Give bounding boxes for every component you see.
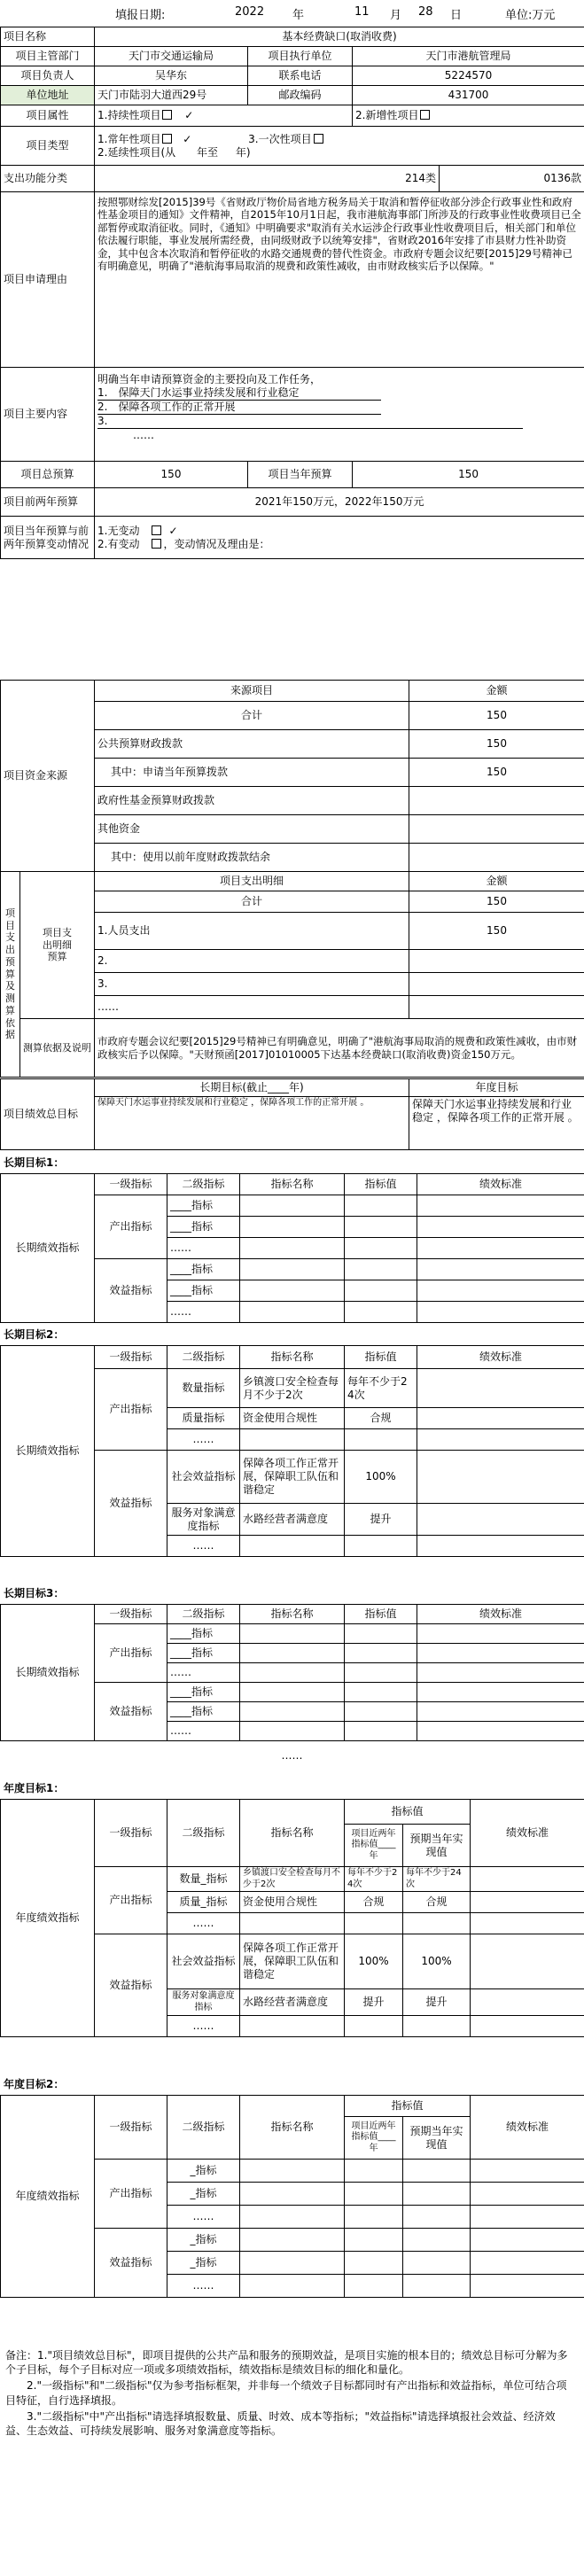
funds-col-source: 来源项目 [95, 681, 409, 702]
year1-name: 资金使用合规性 [240, 1892, 345, 1913]
long2-lvl2: 质量指标 [167, 1408, 240, 1429]
long2-eff: 效益指标 [95, 1451, 167, 1557]
year1-title: 年度目标1： [4, 1782, 65, 1794]
change-opt2-reason: ，变动情况及理由是： [163, 537, 270, 550]
prev2-label: 项目前两年预算 [1, 488, 95, 517]
year1-v1: 合规 [345, 1892, 403, 1913]
long3-sub: ____指标 [167, 1683, 240, 1702]
expense-row-amount [409, 973, 584, 996]
year1-hv1: 项目近两年指标值____年 [345, 1825, 403, 1867]
content-item1: 1. 保障天门水运事业持续发展和行业稳定 [97, 386, 381, 401]
note-2: 2."一级指标"和"二级指标"仅为参考指标框架，并非每一个绩效子目标都同时有产出指标和效益指标，单位可结合项目特征，自行选择填报。 [5, 2379, 567, 2407]
long1-title: 长期目标1： [4, 1156, 65, 1169]
exec-label: 项目执行单位 [248, 47, 353, 66]
year1-hv2: 预期当年实现值 [403, 1825, 471, 1867]
year1-lvl2: 服务对象满意度指标 [167, 1989, 240, 2016]
long1-sub: ____指标 [167, 1217, 240, 1238]
change-opt2: 2.有变动 [97, 537, 140, 550]
current-budget-label: 项目当年预算 [248, 462, 353, 488]
year1-v2: 100% [403, 1934, 471, 1989]
long2-out: 产出指标 [95, 1369, 167, 1451]
owner-value: 吴华东 [95, 66, 248, 86]
year1-lvl2: …… [167, 2016, 240, 2037]
long1-h1: 一级指标 [95, 1174, 167, 1195]
type-opt2: 2.延续性项目(从 [97, 145, 176, 159]
funds-row-name: 合计 [95, 702, 409, 730]
expense-inner-label: 项目支出明细预算 [20, 872, 95, 1019]
exec-value: 天门市港航管理局 [353, 47, 584, 66]
content-more: …… [133, 429, 154, 441]
change-cell [95, 517, 584, 559]
long2-val: 合规 [345, 1408, 417, 1429]
year1-lvl2: 质量_指标 [167, 1892, 240, 1913]
long2-h1: 一级指标 [95, 1346, 167, 1369]
month-unit: 月 [390, 9, 402, 22]
long1-h4: 指标值 [345, 1174, 417, 1195]
long3-more: …… [167, 1663, 240, 1683]
attr-opt2-checkbox[interactable] [420, 110, 430, 120]
long2-lvl2: 社会效益指标 [167, 1451, 240, 1504]
type-opt1-tick: ✓ [183, 132, 192, 145]
expense-row-amount: 150 [409, 891, 584, 913]
long3-h4: 指标值 [345, 1605, 417, 1624]
expense-row-amount: 150 [409, 913, 584, 950]
year2-h5: 绩效标准 [471, 2096, 584, 2160]
funds-row-amount: 150 [409, 730, 584, 759]
long3-h1: 一级指标 [95, 1605, 167, 1624]
long1-more: …… [167, 1302, 240, 1323]
content-item2: 2. 保障各项工作的正常开展 [97, 401, 381, 415]
funds-row-name: 政府性基金预算财政拨款 [95, 787, 409, 815]
date-label: 填报日期: [115, 9, 166, 22]
year1-v2: 每年不少于24次 [403, 1867, 471, 1892]
year1-v1: 提升 [345, 1989, 403, 2016]
long2-lvl2: 数量指标 [167, 1369, 240, 1408]
year1-lvl2: 数量_指标 [167, 1867, 240, 1892]
expense-outer-label: 项目支出预算及测算依据 [1, 872, 20, 1078]
long1-side: 长期绩效指标 [1, 1174, 95, 1323]
year-unit: 年 [292, 9, 305, 22]
attr-opt2: 2.新增性项目 [355, 109, 419, 121]
year2-sub: _指标 [167, 2183, 240, 2206]
unit-label: 单位:万元 [505, 9, 556, 22]
long1-sub: ____指标 [167, 1259, 240, 1280]
long2-val: 每年不少于24次 [345, 1369, 417, 1408]
addr-label: 单位地址 [1, 86, 95, 105]
change-opt1-checkbox[interactable] [152, 525, 161, 535]
type-options [95, 127, 584, 166]
year-value: 2022 [235, 5, 265, 19]
expense-row-name: 3. [95, 973, 409, 996]
attr-opt1: 1.持续性项目 [97, 109, 161, 121]
long3-h3: 指标名称 [240, 1605, 345, 1624]
content-label: 项目主要内容 [1, 368, 95, 462]
funds-row-name: 其中：申请当年预算拨款 [95, 759, 409, 787]
phone-value: 5224570 [353, 66, 584, 86]
note-1: 备注：1."项目绩效总目标"，即项目提供的公共产品和服务的预期效益，是项目实施的根本目的；绩效总目标可分解为多个子目标，每个子目标对应一项或多项绩效指标，绩效指标是绩效目标的细化和量化。 [5, 2349, 568, 2377]
year1-v1: 每年不少于24次 [345, 1867, 403, 1892]
attr-opt1-checkbox[interactable] [162, 110, 172, 120]
long1-sub: ____指标 [167, 1195, 240, 1217]
goal-year-head: 年度目标 [409, 1079, 584, 1097]
funds-row-name: 其中：使用以前年度财政拨款结余 [95, 844, 409, 872]
funds-row-amount: 150 [409, 702, 584, 730]
funds-row-amount [409, 815, 584, 844]
func-code2: 0136款 [440, 166, 584, 192]
long3-side: 长期绩效指标 [1, 1605, 95, 1741]
year2-sub: _指标 [167, 2160, 240, 2183]
long2-side: 长期绩效指标 [1, 1346, 95, 1557]
long3-out: 产出指标 [95, 1624, 167, 1683]
long1-more: …… [167, 1238, 240, 1259]
long2-h4: 指标值 [345, 1346, 417, 1369]
long2-h2: 二级指标 [167, 1346, 240, 1369]
change-opt1-tick: ✓ [168, 524, 178, 537]
zip-value: 431700 [353, 86, 584, 105]
long2-lvl2: …… [167, 1536, 240, 1557]
change-opt1: 1.无变动 [97, 524, 140, 537]
basic-info-table [0, 27, 584, 559]
long1-h2: 二级指标 [167, 1174, 240, 1195]
year2-table [0, 2095, 584, 2298]
owner-label: 项目负责人 [1, 66, 95, 86]
long3-h2: 二级指标 [167, 1605, 240, 1624]
year1-name: 保障各项工作正常开展，保障职工队伍和谐稳定 [240, 1934, 345, 1989]
attr-label: 项目属性 [1, 105, 95, 127]
phone-label: 联系电话 [248, 66, 353, 86]
zip-label: 邮政编码 [248, 86, 353, 105]
funds-row-amount [409, 844, 584, 872]
type-opt3-checkbox[interactable] [314, 134, 323, 144]
year2-h3: 指标名称 [240, 2096, 345, 2160]
long3-sub: ____指标 [167, 1644, 240, 1663]
project-name-label: 项目名称 [1, 27, 95, 47]
long2-h5: 绩效标准 [417, 1346, 584, 1369]
long3-sub: ____指标 [167, 1624, 240, 1644]
year1-v2: 提升 [403, 1989, 471, 2016]
year2-out: 产出指标 [95, 2160, 167, 2229]
long2-h3: 指标名称 [240, 1346, 345, 1369]
long1-sub: ____指标 [167, 1280, 240, 1302]
long1-eff: 效益指标 [95, 1259, 167, 1323]
note-3: 3."二级指标"中"产出指标"请选择填报数量、质量、时效、成本等指标；"效益指标"请选择填报社会效益、经济效益、生态效益、可持续发展影响、服务对象满意度等指标。 [5, 2409, 556, 2437]
year1-v2: 合规 [403, 1892, 471, 1913]
expense-row-amount [409, 996, 584, 1019]
long3-h5: 绩效标准 [417, 1605, 584, 1624]
long3-after-more: …… [281, 1749, 303, 1762]
long2-lvl2: …… [167, 1429, 240, 1451]
expense-table [0, 871, 584, 1078]
expense-row-amount [409, 950, 584, 973]
project-name: 基本经费缺口(取消收费) [95, 27, 584, 47]
goal-summary-table [0, 1078, 584, 1150]
year1-h2: 二级指标 [167, 1800, 240, 1867]
year1-name: 水路经营者满意度 [240, 1989, 345, 2016]
basis-label: 项目申请理由 [1, 192, 95, 368]
long2-val: 100% [345, 1451, 417, 1504]
goal-long-head: 长期目标(截止____年) [95, 1079, 409, 1097]
current-budget-value: 150 [353, 462, 584, 488]
funds-row-name: 其他资金 [95, 815, 409, 844]
content-item3: 3. [97, 415, 523, 429]
long2-name: 乡镇渡口安全检查每月不少于2次 [240, 1369, 345, 1408]
change-label: 项目当年预算与前两年预算变动情况 [1, 517, 95, 559]
long2-name: 资金使用合规性 [240, 1408, 345, 1429]
funds-label: 项目资金来源 [1, 681, 95, 872]
type-opt2b: 年至 [196, 145, 218, 159]
long2-val: 提升 [345, 1504, 417, 1536]
long3-title: 长期目标3： [4, 1587, 65, 1599]
attr-opt1-cell [95, 105, 353, 127]
goal-summary-label: 项目绩效总目标 [1, 1079, 95, 1150]
funds-row-amount: 150 [409, 759, 584, 787]
report-header [0, 0, 584, 27]
funds-col-amount: 金额 [409, 681, 584, 702]
year2-side: 年度绩效指标 [1, 2096, 95, 2298]
change-opt2-checkbox[interactable] [152, 539, 161, 549]
year2-more: …… [167, 2206, 240, 2229]
func-code: 214类 [95, 166, 440, 192]
year1-h5: 绩效标准 [471, 1800, 584, 1867]
year2-hv2: 预期当年实现值 [403, 2117, 471, 2160]
long3-sub: ____指标 [167, 1702, 240, 1722]
year1-eff: 效益指标 [95, 1934, 167, 2037]
long2-table [0, 1345, 584, 1557]
type-opt1-checkbox[interactable] [162, 134, 172, 144]
long1-out: 产出指标 [95, 1195, 167, 1259]
year2-title: 年度目标2： [4, 2078, 65, 2090]
day-value: 28 [418, 5, 433, 19]
year2-sub: _指标 [167, 2229, 240, 2252]
content-cell [95, 368, 584, 462]
total-budget-label: 项目总预算 [1, 462, 95, 488]
year2-h2: 二级指标 [167, 2096, 240, 2160]
content-intro: 明确当年申请预算资金的主要投向及工作任务， [97, 373, 322, 385]
expense-row-name: 2. [95, 950, 409, 973]
dept-label: 项目主管部门 [1, 47, 95, 66]
type-opt2c: 年) [235, 145, 251, 159]
long3-more: …… [167, 1722, 240, 1741]
long1-h5: 绩效标准 [417, 1174, 584, 1195]
dept-value: 天门市交通运输局 [95, 47, 248, 66]
long2-name: 保障各项工作正常开展，保障职工队伍和谐稳定 [240, 1451, 345, 1504]
attr-opt1-tick: ✓ [184, 109, 194, 121]
long3-table [0, 1604, 584, 1741]
notes-section [5, 2348, 572, 2440]
month-value: 11 [354, 5, 370, 19]
long1-h3: 指标名称 [240, 1174, 345, 1195]
funds-table [0, 680, 584, 872]
type-opt1: 1.常年性项目 [97, 132, 161, 145]
funds-row-name: 公共预算财政拨款 [95, 730, 409, 759]
func-label: 支出功能分类 [1, 166, 95, 192]
year1-side: 年度绩效指标 [1, 1800, 95, 2037]
year1-name: 乡镇渡口安全检查每月不少于2次 [240, 1867, 345, 1892]
expense-col-detail: 项目支出明细 [95, 872, 409, 891]
expense-row-name: 1.人员支出 [95, 913, 409, 950]
long2-lvl2: 服务对象满意度指标 [167, 1504, 240, 1536]
year1-table [0, 1799, 584, 2037]
goal-year-text: 保障天门水运事业持续发展和行业稳定 ，保障各项工作的正常开展 。 [409, 1097, 584, 1150]
year2-sub: _指标 [167, 2252, 240, 2275]
long2-title: 长期目标2： [4, 1328, 65, 1341]
type-opt3: 3.一次性项目 [248, 132, 312, 145]
calc-text: 市政府专题会议纪要[2015]29号精神已有明确意见，明确了"港航海事局取消的规费和政策性减收，由市财政核实后予以保障。"天财预函[2017]01010005下达基本经费缺口(取消收费)资金150万元。 [95, 1019, 584, 1078]
long2-name: 水路经营者满意度 [240, 1504, 345, 1536]
year1-h3: 指标名称 [240, 1800, 345, 1867]
expense-row-name: …… [95, 996, 409, 1019]
prev2-value: 2021年150万元，2022年150万元 [95, 488, 584, 517]
type-label: 项目类型 [1, 127, 95, 166]
basis-text: 按照鄂财综发[2015]39号《省财政厅物价局省地方税务局关于取消和暂停征收部分涉企行政事业性和政府性基金项目的通知》文件精神，自2015年10月1日起，我市港航海事部门所涉及的行政事业性收费项目已全部暂停或取消征收。同时，《通知》中明确要求"取消有关水运涉企行政事业性收费项目后，相关部门和单位依法履行职能，事业发展所需经费，由同级财政予以统筹安排"，省财政2016年安排了市县财力性补助资金，其中包含本次取消和暂停征收的水路交通规费的替代性资金。市政府专题会议纪要[2015]29号精神已有明确意见，明确了"港航海事局取消的规费和政策性减收，由市财政核实后予以保障。" [95, 192, 584, 368]
year2-more: …… [167, 2275, 240, 2298]
year2-hv1: 项目近两年指标值____年 [345, 2117, 403, 2160]
expense-col-amount: 金额 [409, 872, 584, 891]
goal-long-text: 保障天门水运事业持续发展和行业稳定 ，保障各项工作的正常开展 。 [95, 1097, 409, 1150]
year2-h1: 一级指标 [95, 2096, 167, 2160]
year1-lvl2: 社会效益指标 [167, 1934, 240, 1989]
year1-lvl2: …… [167, 1913, 240, 1934]
attr-opt2-cell [353, 105, 584, 127]
year1-out: 产出指标 [95, 1867, 167, 1934]
addr-value: 天门市陆羽大道西29号 [95, 86, 248, 105]
total-budget-value: 150 [95, 462, 248, 488]
year2-eff: 效益指标 [95, 2229, 167, 2298]
year2-hv: 指标值 [345, 2096, 471, 2117]
year1-hv: 指标值 [345, 1800, 471, 1825]
calc-label: 测算依据及说明 [20, 1019, 95, 1078]
day-unit: 日 [450, 9, 463, 22]
year1-v1: 100% [345, 1934, 403, 1989]
funds-row-amount [409, 787, 584, 815]
long3-eff: 效益指标 [95, 1683, 167, 1741]
year1-h1: 一级指标 [95, 1800, 167, 1867]
expense-row-name: 合计 [95, 891, 409, 913]
long1-table [0, 1173, 584, 1323]
